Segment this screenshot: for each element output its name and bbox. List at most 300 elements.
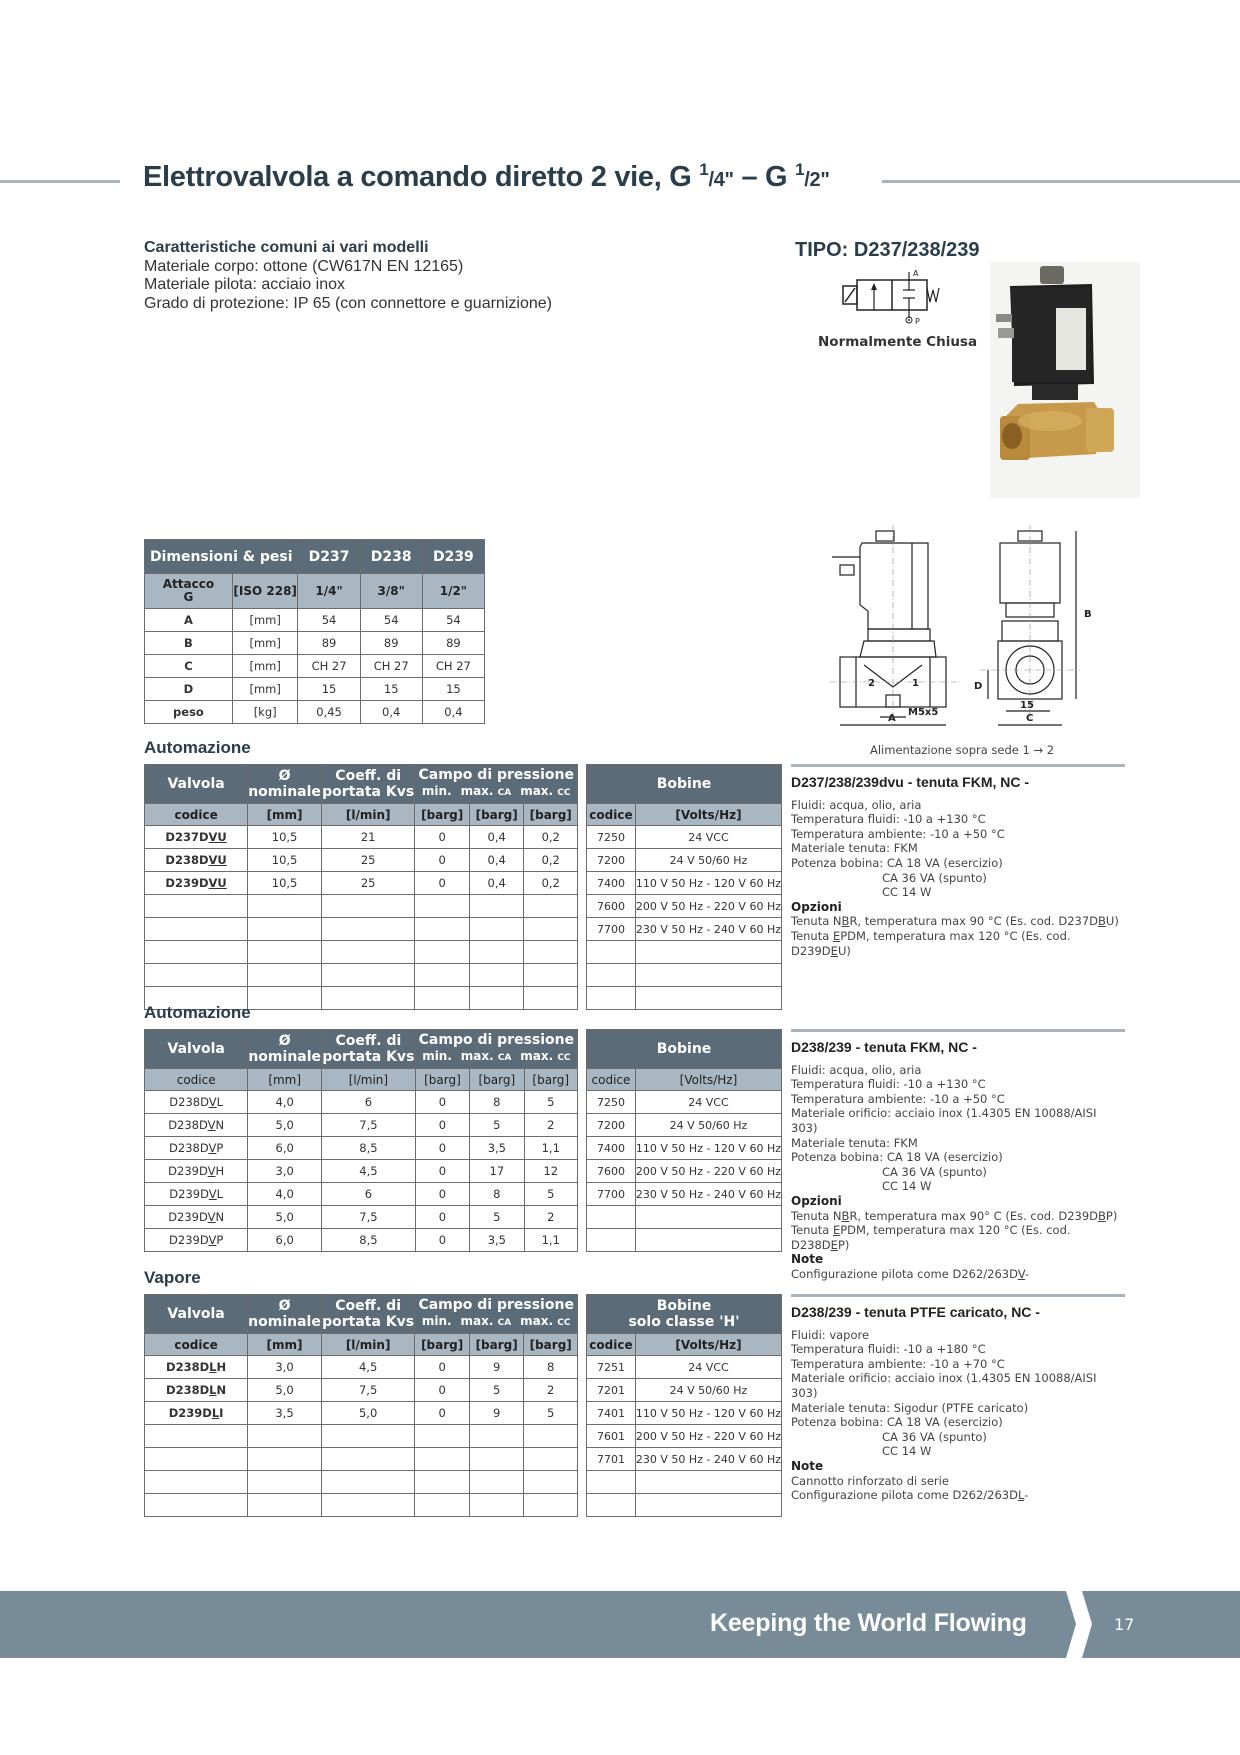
description-line: Materiale orificio: acciaio inox (1.4305 EN 10088/AISI 303) [791,1106,1097,1135]
opzione-text: PDM, temperatura max 120 °C (Es. cod. D239D [791,928,1071,958]
unit-header: [barg] [524,804,578,826]
coil-code: 7600 [587,1160,636,1183]
valve-max-ca: 0,4 [469,849,524,872]
coil-code: 7200 [587,1114,636,1137]
code-prefix: D239D [168,1164,208,1178]
valve-max-cc: 1,1 [524,1137,577,1160]
empty-cell [145,895,248,918]
note-label: Note [791,1252,824,1267]
code-prefix: D237D [165,830,209,844]
dimension-label: A [145,609,233,632]
unit-header: [barg] [415,1334,470,1356]
max-text: max. [520,1049,554,1063]
empty-cell [321,895,415,918]
campo-text: Campo di pressione [418,1297,574,1313]
empty-cell [321,1471,415,1494]
max-ca-label [461,1048,512,1066]
empty-cell [248,964,322,987]
table-row [145,1379,578,1402]
valve-max-ca: 17 [470,1160,524,1183]
valve-kvs: 7,5 [322,1114,416,1137]
description-line: Temperatura fluidi: -10 a +180 °C [791,1342,986,1357]
coil-code-header: codice [587,1069,636,1091]
potenza-value: CA 18 VA (esercizio) [886,855,1003,870]
description-rule [791,1029,1125,1032]
coil-code: 7601 [587,1425,636,1448]
coil-code: 7700 [587,1183,636,1206]
dimension-value: 54 [298,609,360,632]
empty-cell [145,918,248,941]
valve-max-cc: 5 [524,1402,578,1425]
description-line: Temperatura fluidi: -10 a +130 °C [791,1077,986,1092]
valve-kvs: 7,5 [322,1206,416,1229]
table-row [145,1425,578,1448]
coil-row [587,849,782,872]
empty-cell [469,1448,524,1471]
valve-code [145,1356,248,1379]
description-block [791,764,1125,958]
max-cc-label [520,1048,570,1066]
model-header: D239 [422,540,484,574]
description-line: Temperatura ambiente: -10 a +50 °C [791,826,1005,841]
code-prefix: D238D [166,1360,210,1374]
valve-min: 0 [415,1160,469,1183]
port-a-label: A [913,269,919,278]
coil-table [586,1029,782,1252]
dimension-value: 15 [298,678,360,701]
description-line: Materiale tenuta: Sigodur (PTFE caricato) [791,1400,1029,1415]
unit-header: [barg] [415,804,470,826]
max-ca-label [461,783,512,801]
valve-table [144,1294,578,1517]
section-label: Vapore [144,1268,201,1287]
coil-volts: 24 VCC [635,1356,781,1379]
table-row [145,1160,578,1183]
empty-cell [248,941,322,964]
dimension-value: 89 [422,632,484,655]
empty-cell [469,964,524,987]
common-line: Materiale corpo: ottone (CW617N EN 12165) [144,257,464,275]
valve-code [145,1091,248,1114]
empty-cell [145,1471,248,1494]
empty-cell [248,1494,322,1517]
ca-text: CA [497,788,512,798]
campo-pressione-header [415,1030,577,1069]
footer-band [0,1591,1240,1658]
footer-slogan: Keeping the World Flowing [710,1609,1027,1637]
valve-kvs: 25 [321,849,415,872]
dimension-value: 54 [360,609,422,632]
empty-cell [145,964,248,987]
opzione-text: PDM, temperatura max 120 °C (Es. cod. D238D [791,1223,1071,1252]
code-prefix: D239D [169,1187,209,1201]
coil-row [587,1229,782,1252]
valve-max-ca: 9 [469,1356,524,1379]
bobine-text: Bobine [656,1041,712,1057]
coil-row [587,872,782,895]
drawing-caption: Alimentazione sopra sede 1 → 2 [870,743,1055,757]
valve-kvs: 4,5 [322,1160,416,1183]
code-prefix: D239D [168,1210,208,1224]
valve-diam: 3,0 [248,1160,322,1183]
description-title: D238/239 - tenuta FKM, NC - [791,1039,977,1055]
empty-cell [415,918,470,941]
empty-cell [587,987,636,1010]
table-row [145,1356,578,1379]
tipo-label: TIPO: D237/238/239 [795,239,980,261]
empty-cell [469,987,524,1010]
description-rule [791,764,1125,767]
opzione-underlined: B [1098,1208,1106,1223]
coil-code: 7401 [587,1402,636,1425]
valve-diam: 10,5 [248,872,322,895]
coil-row [587,1137,782,1160]
bobine-text: Bobine [656,1298,712,1314]
title-frac1-den: /4" [708,169,734,191]
empty-cell [469,941,524,964]
table-row [145,895,578,918]
diametro-header [248,1030,322,1069]
nominale-text: nominale [248,784,321,800]
opzioni-label: Opzioni [791,1193,842,1208]
coil-code: 7600 [587,895,636,918]
valve-diam: 4,0 [248,1183,322,1206]
empty-cell [321,918,415,941]
unit-header: [barg] [469,804,524,826]
table-row [145,872,578,895]
max-cc-label [520,783,570,801]
coil-volts: 230 V 50 Hz - 240 V 60 Hz [635,1183,781,1206]
drawing-c-label: C [1026,713,1034,724]
title-frac2-num: 1 [795,160,805,179]
dimension-label: C [145,655,233,678]
unit-header: codice [145,1069,248,1091]
page-number: 17 [1114,1615,1135,1634]
coil-code: 7251 [587,1356,636,1379]
valve-max-cc: 5 [524,1183,577,1206]
campo-text: Campo di pressione [418,767,574,783]
coil-row [587,1183,782,1206]
coil-row [587,1091,782,1114]
coil-row [587,1471,782,1494]
opzione-underlined: B [841,914,850,929]
valve-max-ca: 3,5 [470,1137,524,1160]
valve-min: 0 [415,1402,470,1425]
cc-text: CC [557,1318,571,1328]
unit-header: codice [145,804,248,826]
coil-volts: 200 V 50 Hz - 220 V 60 Hz [635,895,781,918]
description-line: Temperatura ambiente: -10 a +70 °C [791,1356,1005,1371]
diameter-symbol: Ø [278,1298,291,1314]
code-suffix: N [215,1210,225,1224]
potenza-line [791,1415,1125,1430]
coil-row [587,1206,782,1229]
valve-kvs: 8,5 [322,1229,416,1252]
empty-cell [524,987,578,1010]
empty-cell [415,895,470,918]
table-row [145,1229,578,1252]
campo-pressione-header [415,1295,578,1334]
unit-header: [l/min] [321,1334,415,1356]
attacco-value: 3/8" [360,574,422,609]
coil-row [587,1402,782,1425]
coil-volts: 200 V 50 Hz - 220 V 60 Hz [635,1425,781,1448]
coil-table [586,1294,782,1517]
coil-row [587,1160,782,1183]
section-label: Automazione [144,1003,251,1022]
description-title: D237/238/239dvu - tenuta FKM, NC - [791,774,1030,790]
drawing-m5-label: M5x5 [908,707,939,718]
portata-text: portata Kvs [322,784,415,800]
empty-cell [587,941,636,964]
code-underlined: V [208,1187,217,1201]
empty-cell [469,918,524,941]
diameter-symbol: Ø [278,768,291,784]
code-underlined: L [211,1406,220,1420]
code-prefix: D238D [169,1095,209,1109]
max-text: max. [460,1314,494,1328]
max-text: max. [460,784,494,798]
empty-cell [248,1471,322,1494]
valve-min: 0 [415,1379,470,1402]
kvs-header [321,1295,415,1334]
dimensions-header: Dimensioni & pesi [145,540,298,574]
dimension-value: 0,4 [422,701,484,724]
cc-text: CC [557,1053,571,1063]
campo-text: Campo di pressione [418,1032,575,1048]
title-text: Elettrovalvola a comando diretto 2 vie, G [143,161,700,193]
coil-table [586,764,782,1010]
dimension-value: CH 27 [298,655,360,678]
dimension-label: peso [145,701,233,724]
description-line: Materiale tenuta: FKM [791,1135,918,1150]
opzione-text: Tenuta [791,928,833,943]
coeff-text: Coeff. di [335,1033,402,1049]
opzione-text: P) [1105,1208,1118,1223]
valve-kvs: 7,5 [321,1379,415,1402]
dimension-value: 15 [422,678,484,701]
valve-diam: 5,0 [248,1206,322,1229]
empty-cell [321,1425,415,1448]
valve-symbol-icon [835,268,950,328]
valve-code [145,1402,248,1425]
empty-cell [635,1494,781,1517]
valve-max-ca: 8 [470,1183,524,1206]
coil-volts: 24 VCC [635,1091,781,1114]
note-line [791,1488,1125,1503]
valve-max-cc: 8 [524,1356,578,1379]
empty-cell [248,895,322,918]
dimension-value: CH 27 [360,655,422,678]
dimension-value: 54 [422,609,484,632]
opzione-text: P) [837,1237,850,1252]
code-underlined: V [207,1210,216,1224]
valve-diam: 5,0 [248,1114,322,1137]
empty-cell [524,1448,578,1471]
empty-cell [145,941,248,964]
coil-row [587,1379,782,1402]
description-line: Fluidi: acqua, olio, aria [791,1062,922,1077]
dimension-label: B [145,632,233,655]
section-label: Automazione [144,738,251,757]
code-underlined: L [209,1360,217,1374]
coil-row [587,964,782,987]
bobine-header [587,1030,782,1069]
valve-diam: 4,0 [248,1091,322,1114]
code-suffix: H [216,1360,227,1374]
valve-diam: 3,0 [248,1356,322,1379]
description-line: Temperatura ambiente: -10 a +50 °C [791,1091,1005,1106]
valve-table [144,764,578,1010]
valve-max-cc: 2 [524,1114,577,1137]
valve-min: 0 [415,1183,469,1206]
max-text: max. [460,1049,494,1063]
portata-text: portata Kvs [322,1314,415,1330]
coil-row [587,1448,782,1471]
solo-classe-text: solo classe 'H' [628,1314,740,1330]
opzione-underlined: B [1098,914,1106,929]
empty-cell [321,1494,415,1517]
valve-min: 0 [415,849,470,872]
valve-code [145,872,248,895]
opzione-text: Tenuta N [791,914,842,929]
kvs-header [322,1030,416,1069]
valve-max-cc: 1,1 [524,1229,577,1252]
code-suffix: P [216,1233,224,1247]
drawing-a-label: A [888,713,896,724]
coil-code: 7701 [587,1448,636,1471]
coil-code: 7250 [587,826,636,849]
valve-min: 0 [415,826,470,849]
coil-volts: 24 VCC [635,826,781,849]
coil-volts: 110 V 50 Hz - 120 V 60 Hz [635,1137,781,1160]
valve-min: 0 [415,1091,469,1114]
note-line [791,1267,1125,1282]
valve-min: 0 [415,1137,469,1160]
portata-text: portata Kvs [322,1049,415,1065]
note-underlined: L [1017,1488,1025,1503]
coil-volts: 24 V 50/60 Hz [635,1114,781,1137]
common-characteristics [144,239,552,313]
valve-max-cc: 2 [524,1379,578,1402]
page-title [143,160,830,194]
table-row [145,941,578,964]
code-suffix: L [216,1187,224,1201]
coil-volts-header: [Volts/Hz] [635,1069,781,1091]
valve-code [145,1183,248,1206]
potenza-value: CA 18 VA (esercizio) [886,1415,1003,1430]
valve-max-ca: 8 [470,1091,524,1114]
note-underlined: V [1017,1266,1025,1281]
empty-cell [635,1229,781,1252]
empty-cell [635,987,781,1010]
valve-kvs: 5,0 [321,1402,415,1425]
diametro-header [248,765,322,804]
unit-header: [barg] [470,1069,524,1091]
valve-code [145,1114,248,1137]
empty-cell [469,1425,524,1448]
coil-row [587,1494,782,1517]
valve-max-ca: 9 [469,1402,524,1425]
valve-min: 0 [415,1206,469,1229]
potenza-value: CC 14 W [882,1179,932,1194]
unit-header: codice [145,1334,248,1356]
empty-cell [415,1448,470,1471]
table-row [145,1137,578,1160]
opzioni-label: Opzioni [791,899,842,914]
description-line: Fluidi: vapore [791,1327,870,1342]
valve-code [145,826,248,849]
unit-header: [barg] [524,1069,577,1091]
description-rule [791,1294,1125,1297]
potenza-line [791,1150,1125,1165]
valve-max-cc: 5 [524,1091,577,1114]
dimension-value: 89 [298,632,360,655]
common-line: Materiale pilota: acciaio inox [144,276,345,293]
code-prefix: D238D [166,1383,210,1397]
coil-volts-header: [Volts/Hz] [635,1334,781,1356]
valve-kvs: 4,5 [321,1356,415,1379]
valve-kvs: 6 [322,1183,416,1206]
valve-diam: 10,5 [248,826,322,849]
empty-cell [524,918,578,941]
description-block [791,1029,1125,1282]
opzione-line [791,914,1125,929]
empty-cell [587,1206,636,1229]
unit-header: [barg] [415,1069,469,1091]
empty-cell [524,1425,578,1448]
coil-volts: 200 V 50 Hz - 220 V 60 Hz [635,1160,781,1183]
code-prefix: D239D [165,876,209,890]
description-block [791,1294,1125,1503]
coil-code: 7250 [587,1091,636,1114]
code-underlined: V [208,1141,217,1155]
opzione-line [791,929,1125,958]
nc-label: Normalmente Chiusa [818,334,978,350]
common-heading: Caratteristiche comuni ai vari modelli [144,239,429,256]
description-line: Temperatura fluidi: -10 a +130 °C [791,812,986,827]
empty-cell [415,964,470,987]
opzione-text: U) [1105,914,1119,929]
attacco-value: 1/2" [422,574,484,609]
footer-chevron-icon [1064,1591,1114,1658]
dimension-row [145,632,485,655]
valve-table [144,1029,578,1252]
potenza-value: CA 36 VA (spunto) [882,1164,987,1179]
dimension-value: 0,4 [360,701,422,724]
valve-min: 0 [415,1356,470,1379]
description-line: Materiale tenuta: FKM [791,841,918,856]
dimension-row [145,609,485,632]
code-prefix: D239D [169,1233,209,1247]
unit-header: [mm] [248,1334,322,1356]
valve-max-ca: 5 [470,1114,524,1137]
valve-kvs: 21 [321,826,415,849]
opzione-line [791,1223,1125,1252]
max-cc-label [520,1313,570,1331]
code-suffix: I [219,1406,224,1420]
empty-cell [524,895,578,918]
coil-code: 7400 [587,872,636,895]
empty-cell [415,941,470,964]
valve-max-cc: 0,2 [524,849,578,872]
valvola-header: Valvola [145,1030,248,1069]
valve-max-cc: 2 [524,1206,577,1229]
valve-code [145,1137,248,1160]
code-underlined: V [207,1164,216,1178]
table-row [145,918,578,941]
empty-cell [635,1206,781,1229]
